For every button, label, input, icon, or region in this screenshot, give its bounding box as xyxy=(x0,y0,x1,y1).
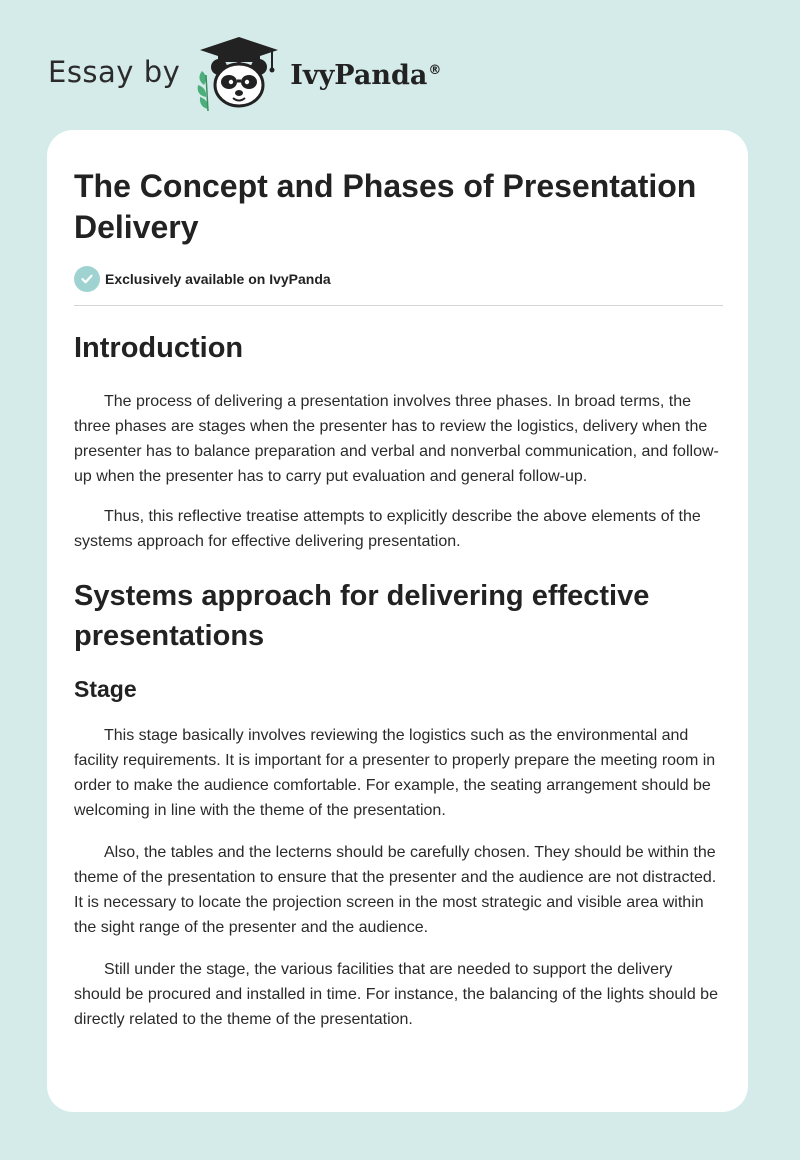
paragraph: Still under the stage, the various facilities that are needed to support the delivery should be procured and installed in time. For instance, the balancing of the lights should be directly related to the theme of the presentation. xyxy=(74,961,718,1028)
exclusive-label: Exclusively available on IvyPanda xyxy=(105,271,331,287)
check-circle-icon xyxy=(74,266,100,292)
brand-prefix: Essay by xyxy=(48,55,181,89)
paragraph: The process of delivering a presentation involves three phases. In broad terms, the three phases are stages when the presenter has to review the logistics, delivery when the presenter has to balance preparation and verbal and nonverbal communication, and follow-up when the presenter has to carry put evaluation and general follow-up. xyxy=(74,393,719,485)
paragraph: This stage basically involves reviewing the logistics such as the environmental and facility requirements. It is important for a presenter to properly prepare the meeting room in order to make the audience comfortable. For example, the seating arrangement should be welcoming in line with the theme of the presentation. xyxy=(74,727,716,819)
paragraph: Thus, this reflective treatise attempts to explicitly describe the above elements of the systems approach for effective delivering presentation. xyxy=(74,508,701,550)
article-card xyxy=(47,130,748,1112)
brand-header xyxy=(48,34,441,114)
paragraph: Also, the tables and the lecterns should be carefully chosen. They should be within the theme of the presentation to ensure that the presenter and the audience are not distracted. It is necessary to locate the projection screen in the most strategic and visible area within the sight range of the presenter and the audience. xyxy=(74,844,717,936)
article-title: The Concept and Phases of Presentation Delivery xyxy=(74,168,697,245)
section-heading-systems-approach: Systems approach for delivering effective presentations xyxy=(74,580,650,652)
panda-graduate-icon xyxy=(194,35,284,113)
brand-name: IvyPanda® xyxy=(290,59,442,91)
exclusive-badge xyxy=(74,265,723,293)
article-content xyxy=(74,166,723,1032)
title-divider xyxy=(74,305,723,306)
registered-mark: ® xyxy=(428,62,442,78)
section-heading-introduction: Introduction xyxy=(74,332,244,364)
subsection-heading-stage: Stage xyxy=(74,676,137,702)
